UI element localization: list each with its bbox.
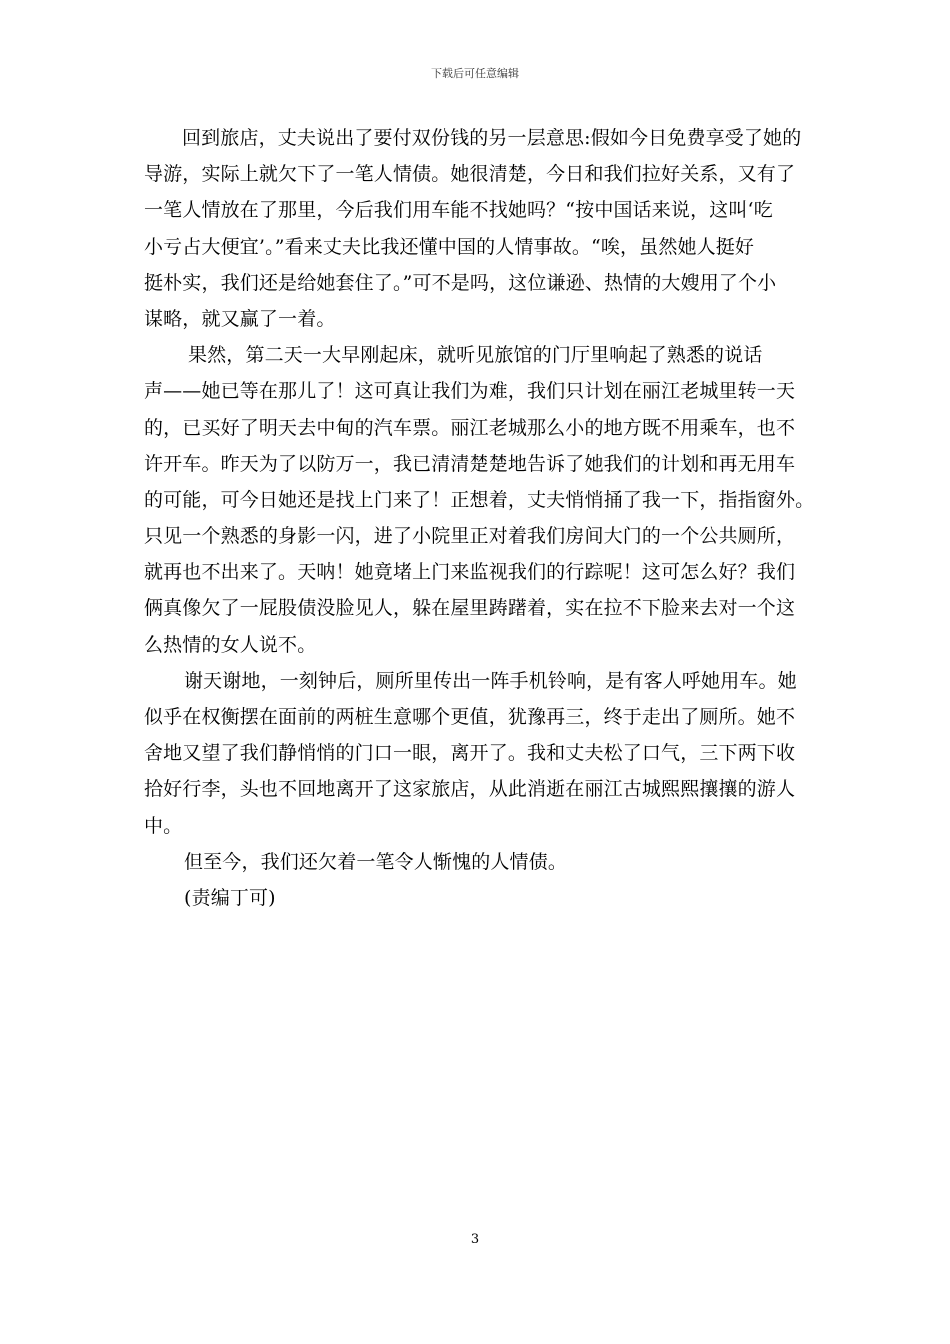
text-line: 许开车。昨天为了以防万一，我已清清楚楚地告诉了她我们的计划和再无用车 [144, 452, 796, 475]
paragraph [144, 663, 808, 844]
text-line: (责编丁可) [184, 886, 276, 909]
text-line: 中。 [144, 814, 183, 837]
text-line: 拾好行李，头也不回地离开了这家旅店，从此消逝在丽江古城熙熙攘攘的游人 [144, 778, 796, 801]
article-body [144, 120, 815, 916]
text-line: 声——她已等在那儿了！这可真让我们为难，我们只计划在丽江老城里转一天 [144, 380, 796, 403]
text-line: 似乎在权衡摆在面前的两桩生意哪个更值，犹豫再三，终于走出了厕所。她不 [144, 706, 796, 728]
page-header: 下载后可任意编辑 [431, 67, 519, 80]
text-line: 挺朴实，我们还是给她套住了。”可不是吗，这位谦逊、热情的大嫂用了个小 [144, 271, 777, 294]
paragraph [144, 337, 815, 663]
text-line: 俩真像欠了一屁股债没脸见人，躲在屋里踌躇着，实在拉不下脸来去对一个这 [144, 597, 796, 620]
editor-credit [144, 880, 808, 916]
text-line: 么热情的女人说不。 [144, 633, 317, 656]
paragraph [144, 844, 808, 880]
text-line: 的可能，可今日她还是找上门来了！正想着，丈夫悄悄捅了我一下，指指窗外。 [144, 488, 815, 511]
text-line: 回到旅店，丈夫说出了要付双份钱的另一层意思:假如今日免费享受了她的 [182, 127, 802, 149]
text-line: 谢天谢地，一刻钟后，厕所里传出一阵手机铃响，是有客人呼她用车。她 [184, 669, 797, 692]
text-line: 小亏占大便宜’。”看来丈夫比我还懂中国的人情事故。“唉，虽然她人挺好 [144, 235, 755, 258]
text-line: 一笔人情放在了那里，今后我们用车能不找她吗？“按中国话来说，这叫‘吃 [144, 199, 773, 222]
page-number: 3 [470, 1232, 480, 1247]
text-line: 果然，第二天一大早刚起床，就听见旅馆的门厅里响起了熟悉的说话 [188, 344, 763, 367]
text-line: 导游，实际上就欠下了一笔人情债。她很清楚，今日和我们拉好关系，又有了 [144, 163, 796, 186]
text-line: 只见一个熟悉的身影一闪，进了小院里正对着我们房间大门的一个公共厕所， [144, 525, 796, 548]
text-line: 就再也不出来了。天呐！她竟堵上门来监视我们的行踪呢！这可怎么好？我们 [144, 561, 796, 584]
text-line: 的，已买好了明天去中甸的汽车票。丽江老城那么小的地方既不用乘车，也不 [144, 416, 796, 439]
text-line: 舍地又望了我们静悄悄的门口一眼，离开了。我和丈夫松了口气，三下两下收 [144, 742, 796, 765]
paragraph [144, 120, 808, 337]
text-line: 谋略，就又赢了一着。 [144, 307, 336, 330]
text-line: 但至今，我们还欠着一笔令人惭愧的人情债。 [184, 850, 568, 873]
